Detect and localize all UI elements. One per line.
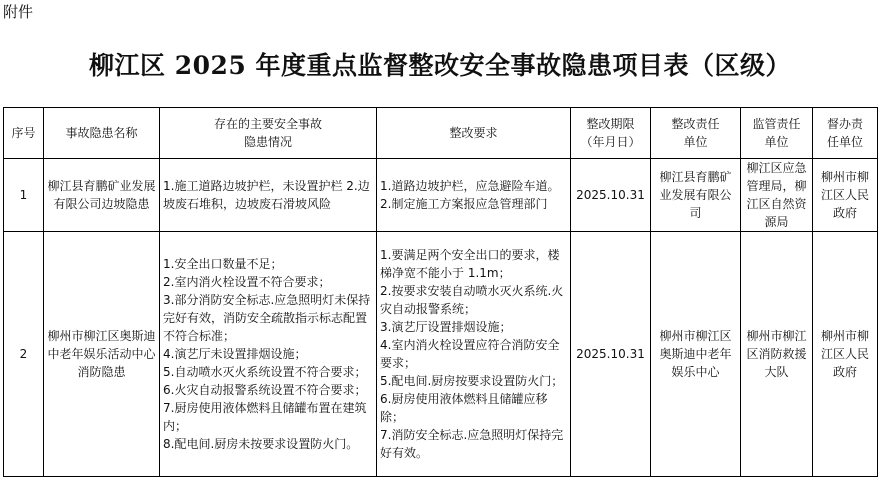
row-supervisor: 柳州市柳江区消防救援大队	[741, 232, 813, 477]
header-row	[4, 108, 878, 159]
attachment-label: 附件	[3, 3, 34, 21]
table-row	[4, 232, 878, 477]
row-problems	[160, 232, 377, 477]
requirement-item: 2.按要求安装自动喷水灭火系统.火灾自动报警系统；	[380, 284, 564, 316]
header-name: 事故隐患名称	[44, 108, 160, 159]
problem-item: 2.室内消火栓设置不符合要求；	[163, 275, 331, 289]
problem-item: 3.部分消防安全标志.应急照明灯未保持完好有效，消防安全疏散指示标志配置不符合标准；	[163, 293, 371, 343]
requirement-item: 3.演艺厅设置排烟设施；	[380, 320, 512, 334]
row-name: 柳州市柳江区奥斯迪中老年娱乐活动中心消防隐患	[44, 232, 160, 477]
row-deadline: 2025.10.31	[571, 232, 651, 477]
problem-item: 7.厨房使用液体燃料且储罐布置在建筑内；	[163, 401, 367, 433]
row-problems	[160, 159, 377, 232]
problem-item: 4.演艺厅未设置排烟设施；	[163, 347, 307, 361]
requirement-item: 4.室内消火栓设置应符合消防安全要求；	[380, 338, 560, 370]
row-seq: 2	[4, 232, 44, 477]
header-seq: 序号	[4, 108, 44, 159]
problem-item: 8.配电间.厨房未按要求设置防火门。	[163, 437, 359, 451]
row-requirements	[377, 232, 571, 477]
row-overseer: 柳州市柳江区人民政府	[813, 232, 878, 477]
row-supervisor: 柳江区应急管理局，柳江区自然资源局	[741, 159, 813, 232]
row-responsible: 柳州市柳江区奥斯迪中老年娱乐中心	[651, 232, 741, 477]
page-title: 柳江区 2025 年度重点监督整改安全事故隐患项目表（区级）	[89, 51, 791, 80]
row-deadline: 2025.10.31	[571, 159, 651, 232]
requirement-item: 5.配电间.厨房按要求设置防火门；	[380, 374, 564, 388]
header-problems: 存在的主要安全事故 隐患情况	[160, 108, 377, 159]
requirement-item: 7.消防安全标志.应急照明灯保持完好有效。	[380, 428, 564, 460]
header-supervisor: 监管责任 单位	[741, 108, 813, 159]
row-responsible: 柳江县育鹏矿业发展有限公司	[651, 159, 741, 232]
row-requirements	[377, 159, 571, 232]
header-overseer: 督办责 任单位	[813, 108, 878, 159]
requirement-item: 1.要满足两个安全出口的要求，楼梯净宽不能小于 1.1m；	[380, 248, 560, 280]
header-deadline: 整改期限 （年月日）	[571, 108, 651, 159]
requirement-item: 6.厨房使用液体燃料且储罐应移除；	[380, 392, 548, 424]
requirement-item: 1.道路边坡护栏，应急避险车道。	[380, 179, 560, 193]
problem-item: 6.火灾自动报警系统设置不符合要求；	[163, 383, 367, 397]
problem-item: 1.施工道路边坡护栏，未设置护栏 2.边坡废石堆积，边坡废石滑坡风险	[163, 179, 370, 211]
hazard-table	[3, 107, 878, 477]
row-overseer: 柳州市柳江区人民政府	[813, 159, 878, 232]
header-requirements: 整改要求	[377, 108, 571, 159]
problem-item: 5.自动喷水灭火系统设置不符合要求；	[163, 365, 367, 379]
problem-item: 1.安全出口数量不足；	[163, 257, 283, 271]
requirement-item: 2.制定施工方案报应急管理部门	[380, 197, 548, 211]
row-name: 柳江县育鹏矿业发展有限公司边坡隐患	[44, 159, 160, 232]
row-seq: 1	[4, 159, 44, 232]
header-responsible: 整改责任 单位	[651, 108, 741, 159]
table-row	[4, 159, 878, 232]
